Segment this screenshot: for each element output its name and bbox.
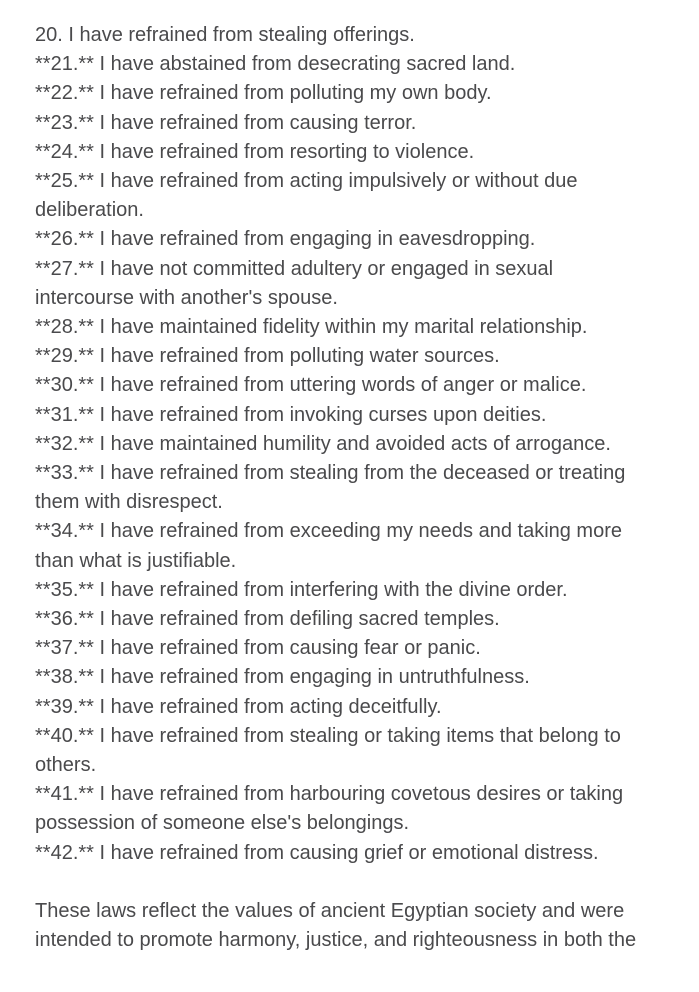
confession-item-28: **28.** I have maintained fidelity within my marital relationship. — [35, 316, 588, 339]
confession-item-37: **37.** I have refrained from causing fear or panic. — [35, 637, 481, 660]
confession-item-24: **24.** I have refrained from resorting to violence. — [35, 140, 475, 163]
confession-item-20: 20. I have refrained from stealing offerings. — [35, 24, 415, 46]
confession-item-39: **39.** I have refrained from acting deceitfully. — [35, 695, 442, 718]
confession-item-41: **41.** I have refrained from harbouring covetous desires or taking possession of someone else's belongings. — [35, 783, 624, 835]
confession-item-26: **26.** I have refrained from engaging in eavesdropping. — [35, 228, 536, 251]
confession-item-38: **38.** I have refrained from engaging in untruthfulness. — [35, 666, 530, 689]
confession-item-22: **22.** I have refrained from polluting my own body. — [35, 82, 492, 105]
confession-item-34: **34.** I have refrained from exceeding my needs and taking more than what is justifiable. — [35, 520, 623, 572]
confession-item-30: **30.** I have refrained from uttering words of anger or malice. — [35, 374, 587, 397]
confession-item-35: **35.** I have refrained from interfering with the divine order. — [35, 578, 568, 601]
confession-item-40: **40.** I have refrained from stealing or taking items that belong to others. — [35, 724, 621, 777]
confession-item-21: **21.** I have abstained from desecrating sacred land. — [35, 53, 516, 76]
confession-item-23: **23.** I have refrained from causing terror. — [35, 111, 417, 134]
confession-item-32: **32.** I have maintained humility and avoided acts of arrogance. — [35, 432, 611, 455]
confession-item-42: **42.** I have refrained from causing grief or emotional distress. — [35, 841, 599, 864]
confession-item-33: **33.** I have refrained from stealing from the deceased or treating them with disrespect. — [35, 462, 626, 514]
confession-item-31: **31.** I have refrained from invoking curses upon deities. — [35, 403, 547, 426]
confession-item-25: **25.** I have refrained from acting impulsively or without due deliberation. — [35, 170, 578, 222]
confession-item-29: **29.** I have refrained from polluting water sources. — [35, 345, 500, 368]
closing-paragraph: These laws reflect the values of ancient Egyptian society and were intended to promote harmony, justice, and righteousness in both the — [35, 899, 637, 952]
confession-list — [35, 21, 651, 955]
confession-item-36: **36.** I have refrained from defiling sacred temples. — [35, 608, 500, 631]
confession-item-27: **27.** I have not committed adultery or engaged in sexual intercourse with another's spouse. — [35, 257, 554, 309]
